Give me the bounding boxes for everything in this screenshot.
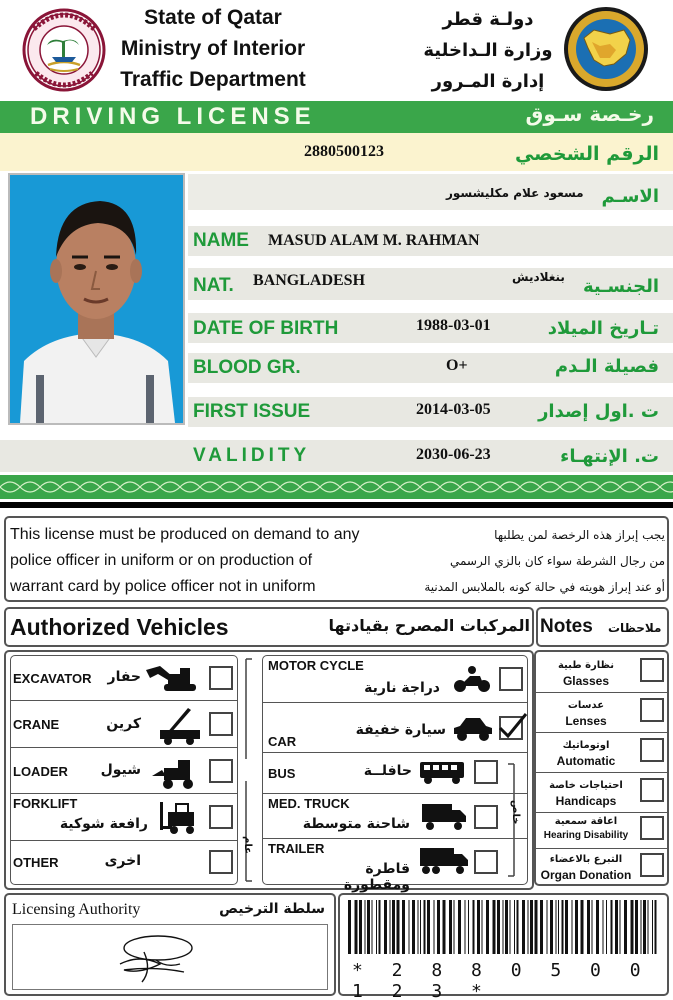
row-divider xyxy=(534,812,669,813)
barcode-bar xyxy=(468,900,469,954)
barcode-bar xyxy=(365,900,366,954)
excavator-icon xyxy=(144,664,200,694)
barcode-bar xyxy=(648,900,649,954)
row-divider xyxy=(534,848,669,849)
row-divider xyxy=(10,793,238,794)
barcode-bar xyxy=(606,900,607,954)
barcode-bar xyxy=(530,900,533,954)
barcode-bar xyxy=(443,900,446,954)
dob-label: DATE OF BIRTH xyxy=(193,318,339,339)
barcode-bar xyxy=(517,900,519,954)
side-label-left: عام xyxy=(242,836,253,854)
note-handicaps-label-ar: احتياجات خاصة xyxy=(549,780,623,791)
barcode-bar xyxy=(424,900,426,954)
header-department-ar: إدارة المـرور xyxy=(431,71,545,92)
notice-line: police officer in uniform or on production of xyxy=(10,552,313,569)
barcode-bar xyxy=(420,900,421,954)
loader-icon xyxy=(150,756,202,790)
vehicle-bus-label-ar: حافلــة xyxy=(363,763,412,779)
blood-value: O+ xyxy=(446,357,468,374)
vehicle-motorcycle-checkbox[interactable] xyxy=(499,667,523,691)
name-label-ar: الاسـم xyxy=(601,186,659,207)
barcode-bar xyxy=(635,900,638,954)
barcode-bar xyxy=(390,900,391,954)
notice-line-ar: أو عند إبراز هويته في حالة كونه بالملابس المدنية xyxy=(424,580,665,594)
dob-label-ar: تـاريخ الميلاد xyxy=(547,318,659,339)
header-ministry-ar: وزارة الـداخلية xyxy=(423,40,553,61)
first-issue-label-ar: ت .اول إصدار xyxy=(538,401,659,422)
name-ar-row xyxy=(188,174,673,210)
vehicle-crane-label-ar: كرين xyxy=(106,716,141,732)
barcode-bar xyxy=(449,900,452,954)
notice-arabic xyxy=(330,522,665,600)
nationality-label: NAT. xyxy=(193,275,234,296)
barcode-bar xyxy=(587,900,590,954)
note-glasses-label: Glasses xyxy=(562,674,610,688)
car-icon xyxy=(452,716,494,742)
row-divider xyxy=(262,793,528,794)
row-divider xyxy=(534,732,669,733)
holder-photo xyxy=(8,173,185,425)
barcode-bar xyxy=(540,900,543,954)
barcode-text: * 2 8 8 0 5 0 0 1 2 3 * xyxy=(352,960,650,1000)
authorized-vehicles-title: Authorized Vehicles xyxy=(10,614,229,640)
vehicle-car-label-ar: سيارة خفيفة xyxy=(355,722,446,738)
licensing-authority-label: Licensing Authority xyxy=(12,901,141,918)
barcode-bar xyxy=(418,900,419,954)
barcode-bar xyxy=(631,900,634,954)
name-value: MASUD ALAM M. RAHMAN xyxy=(268,232,480,249)
note-automatic-label: Automatic xyxy=(556,754,616,768)
signature-image xyxy=(110,930,200,988)
barcode-bar xyxy=(392,900,395,954)
blood-label-ar: فصيلة الـدم xyxy=(554,356,659,377)
barcode-bar xyxy=(535,900,538,954)
qatar-emblem-icon xyxy=(22,3,106,97)
barcode-bar xyxy=(558,900,559,954)
vehicle-trailer-label: TRAILER xyxy=(268,841,325,856)
licensing-authority-label-ar: سلطة الترخيص xyxy=(219,901,325,917)
barcode-bar xyxy=(355,900,358,954)
row-divider xyxy=(262,838,528,839)
barcode-image xyxy=(346,900,664,954)
barcode-bar xyxy=(397,900,400,954)
barcode-bar xyxy=(603,900,604,954)
checkmark-icon xyxy=(496,710,530,742)
note-handicaps-label: Handicaps xyxy=(555,794,617,808)
vehicle-med-truck-label-ar: شاحنة متوسطة xyxy=(302,816,410,832)
personal-number-label-ar: الرقم الشخصي xyxy=(514,143,659,165)
validity-value: 2030-06-23 xyxy=(416,446,491,463)
crane-truck-icon xyxy=(158,706,202,746)
barcode-bar xyxy=(624,900,627,954)
vehicle-other-label-ar: اخرى xyxy=(104,853,141,869)
barcode-bar xyxy=(556,900,557,954)
barcode-bar xyxy=(384,900,387,954)
note-automatic-checkbox[interactable] xyxy=(640,738,664,762)
note-hearing-label: Hearing Disability xyxy=(543,830,629,841)
vehicle-other-label: OTHER xyxy=(13,855,59,870)
note-lenses-label-ar: عدسات xyxy=(567,700,605,711)
row-divider xyxy=(534,692,669,693)
bus-icon xyxy=(418,760,466,786)
note-handicaps-checkbox[interactable] xyxy=(640,778,664,802)
vehicle-excavator-label-ar: حفار xyxy=(107,669,141,685)
vehicle-loader-label-ar: شيول xyxy=(100,762,141,778)
barcode-bar xyxy=(547,900,548,954)
first-issue-label: FIRST ISSUE xyxy=(193,401,311,422)
barcode-bar xyxy=(611,900,613,954)
validity-label-ar: ت. الإنتهـاء xyxy=(560,446,659,467)
barcode-bar xyxy=(348,900,351,954)
barcode-bar xyxy=(652,900,653,954)
vehicle-crane-label: CRANE xyxy=(13,717,60,732)
barcode-bar xyxy=(473,900,475,954)
portrait-image xyxy=(10,175,183,423)
barcode-bar xyxy=(367,900,370,954)
barcode-bar xyxy=(565,900,568,954)
note-organ-label: Organ Donation xyxy=(540,868,632,882)
name-ar-value: مسعود علام مكليشسور xyxy=(446,186,584,200)
header-state: State of Qatar xyxy=(144,6,282,29)
header-arabic xyxy=(418,4,558,97)
note-lenses-checkbox[interactable] xyxy=(640,698,664,722)
header-english xyxy=(108,2,318,95)
trailer-truck-icon xyxy=(418,846,470,876)
nationality-value-ar: بنغلاديش xyxy=(512,270,565,284)
barcode-bar xyxy=(514,900,515,954)
header-department: Traffic Department xyxy=(120,68,306,91)
notes-title-ar: ملاحظات xyxy=(608,621,662,635)
barcode-bar xyxy=(437,900,440,954)
barcode-bar xyxy=(434,900,435,954)
barcode-bar xyxy=(550,900,553,954)
barcode-bar xyxy=(572,900,573,954)
barcode-bar xyxy=(376,900,377,954)
barcode-bar xyxy=(620,900,621,954)
authorized-vehicles-title-ar: المركبات المصرح بقيادتها xyxy=(328,616,530,635)
vehicle-motorcycle-label: MOTOR CYCLE xyxy=(268,658,364,673)
note-lenses-label: Lenses xyxy=(565,714,607,728)
row-divider xyxy=(262,702,528,703)
barcode-bar xyxy=(503,900,504,954)
blood-label: BLOOD GR. xyxy=(193,357,301,378)
barcode-bar xyxy=(458,900,461,954)
vehicle-trailer-checkbox[interactable] xyxy=(474,850,498,874)
barcode-bar xyxy=(510,900,511,954)
header-state-ar: دولـة قطر xyxy=(442,9,534,30)
side-label-right: خاص xyxy=(510,800,521,825)
note-automatic-label-ar: اوتوماتيك xyxy=(562,740,610,751)
barcode-bar xyxy=(528,900,529,954)
vehicle-excavator-checkbox[interactable] xyxy=(209,666,233,690)
row-divider xyxy=(10,700,238,701)
vehicle-loader-checkbox[interactable] xyxy=(209,759,233,783)
barcode-bar xyxy=(592,900,593,954)
vehicle-forklift-checkbox[interactable] xyxy=(209,805,233,829)
validity-label: VALIDITY xyxy=(193,445,311,466)
name-label: NAME xyxy=(193,230,249,251)
personal-number-value: 2880500123 xyxy=(304,143,384,160)
truck-icon xyxy=(420,802,468,832)
note-hearing-checkbox[interactable] xyxy=(640,816,664,840)
vehicle-med-truck-checkbox[interactable] xyxy=(474,805,498,829)
barcode-bar xyxy=(427,900,430,954)
vehicle-crane-checkbox[interactable] xyxy=(209,712,233,736)
barcode-bar xyxy=(575,900,578,954)
barcode-bar xyxy=(486,900,489,954)
row-divider xyxy=(10,747,238,748)
barcode-bar xyxy=(596,900,599,954)
notice-line-ar: من رجال الشرطة سواء كان بالزي الرسمي xyxy=(449,554,665,568)
vehicle-forklift-label: FORKLIFT xyxy=(13,796,78,811)
barcode-bar xyxy=(522,900,525,954)
barcode-bar xyxy=(409,900,410,954)
forklift-icon xyxy=(158,800,202,836)
row-divider xyxy=(262,752,528,753)
nationality-label-ar: الجنسـية xyxy=(583,276,659,297)
first-issue-value: 2014-03-05 xyxy=(416,401,491,418)
barcode-bar xyxy=(655,900,657,954)
barcode-bar xyxy=(465,900,466,954)
barcode-bar xyxy=(581,900,584,954)
header-ministry: Ministry of Interior xyxy=(120,37,306,60)
vehicle-forklift-label-ar: رافعة شوكية xyxy=(59,816,148,832)
row-divider xyxy=(10,840,238,841)
notes-title: Notes xyxy=(540,616,593,637)
vehicle-motorcycle-label-ar: دراجة نارية xyxy=(364,680,440,696)
vehicle-bus-label: BUS xyxy=(268,766,296,781)
vehicle-trailer-label-ar: قاطرة ومقطورة xyxy=(343,861,410,893)
motorcycle-icon xyxy=(452,664,492,694)
notice-line: This license must be produced on demand to any xyxy=(10,526,360,543)
license-title: DRIVING LICENSE xyxy=(30,103,316,130)
barcode-bar xyxy=(402,900,405,954)
nationality-value: BANGLADESH xyxy=(253,272,366,289)
barcode-bar xyxy=(497,900,500,954)
gcc-emblem-icon xyxy=(562,2,650,96)
barcode-bar xyxy=(641,900,642,954)
vehicle-other-checkbox[interactable] xyxy=(209,850,233,874)
note-glasses-label-ar: نظارة طبية xyxy=(557,660,615,671)
vehicle-loader-label: LOADER xyxy=(13,764,68,779)
vehicle-bus-checkbox[interactable] xyxy=(474,760,498,784)
barcode-bar xyxy=(359,900,362,954)
dob-value: 1988-03-01 xyxy=(416,317,491,334)
license-title-ar: رخـصة سـوق xyxy=(525,102,654,126)
barcode-bar xyxy=(615,900,618,954)
note-glasses-checkbox[interactable] xyxy=(640,658,664,682)
barcode-bar xyxy=(454,900,455,954)
barcode-bar xyxy=(505,900,508,954)
decorative-pattern-band xyxy=(0,475,673,499)
barcode-bar xyxy=(482,900,483,954)
note-organ-checkbox[interactable] xyxy=(640,853,664,877)
vehicle-excavator-label: EXCAVATOR xyxy=(13,671,92,686)
notice-line: warrant card by police officer not in uniform xyxy=(10,578,316,595)
barcode-bar xyxy=(493,900,496,954)
vehicle-car-label: CAR xyxy=(268,734,297,749)
barcode-bar xyxy=(477,900,480,954)
barcode-bar xyxy=(562,900,564,954)
note-hearing-label-ar: اعاقة سمعية xyxy=(554,816,618,827)
barcode-bar xyxy=(643,900,646,954)
notice-line-ar: يجب إبراز هذه الرخصة لمن يطلبها xyxy=(494,528,665,542)
note-organ-label-ar: التبرع بالاعضاء xyxy=(549,854,623,865)
vehicle-med-truck-label: MED. TRUCK xyxy=(268,796,350,811)
row-divider xyxy=(534,772,669,773)
barcode-bar xyxy=(412,900,415,954)
barcode-bar xyxy=(372,900,373,954)
barcode-bar xyxy=(379,900,381,954)
